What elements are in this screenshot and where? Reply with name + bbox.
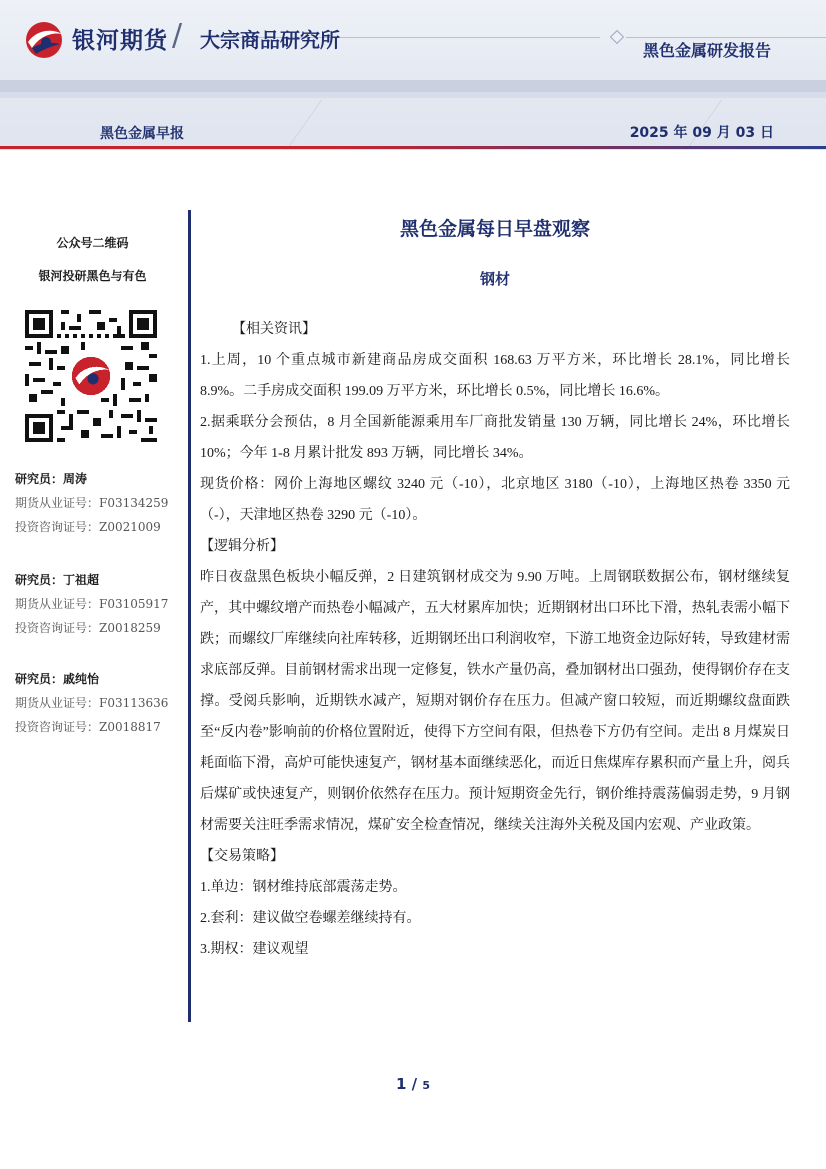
logic-paragraph: 昨日夜盘黑色板块小幅反弹，2 日建筑钢材成交为 9.90 万吨。上周钢联数据公布，钢材继续复产，其中螺纹增产而热卷小幅减产，五大材累库加快；近期钢材出口环比下滑，热轧表需小幅下跌；而螺纹厂库继续向社库转移，近期钢坯出口利润收窄，下游工地资金边际好转，导致建材需求底部反弹。目前钢材需求出现一定修复，铁水产量仍高，叠加钢材出口强劲，使得钢价存在支撑。受阅兵影响，近期铁水减产，短期对钢价存在压力。但减产窗口较短，而近期螺纹盘面跌至“反内卷”影响前的价格位置附近，使得下方空间有限，但热卷下方仍有空间。走出 8 月煤炭日耗面临下滑，高炉可能快速复产，钢材基本面继续恶化，而近日焦煤库存累积而产量上升，阅兵后煤矿或快速复产，则钢价依然存在压力。预计短期资金先行，钢价维持震荡偏弱走势，9 月钢材需要关注旺季需求情况，煤矿安全检查情况，继续关注海外关税及国内宏观、产业政策。: [200, 570, 790, 833]
report-title: 黑色金属每日早盘观察: [399, 218, 590, 240]
researcher-block: [15, 670, 168, 742]
report-date: 2025 年 09 月 03 日: [629, 125, 774, 141]
header-band: [0, 80, 826, 92]
researcher-block: [15, 571, 168, 643]
strategy-item: 1.单边：钢材维持底部震荡走势。: [200, 880, 407, 895]
diamond-ornament: [610, 30, 624, 44]
institute-name: 大宗商品研究所: [200, 28, 340, 52]
brand-separator: /: [172, 18, 183, 53]
section-title: 钢材: [479, 270, 510, 288]
logic-heading: 【逻辑分析】: [200, 539, 284, 554]
report-body: [200, 314, 790, 965]
researcher-name: 研究员：戚纯怡: [15, 672, 100, 686]
header-decoration: [279, 100, 441, 150]
brand-name: 银河期货: [72, 28, 168, 54]
total-pages: 5: [422, 1079, 431, 1092]
header-band-light: [0, 92, 826, 98]
qr-title: 公众号二维码: [56, 236, 129, 250]
futures-cert-number: 期货从业证号：F03105917: [15, 597, 169, 611]
news-item: 2.据乘联分会预估，8 月全国新能源乘用车厂商批发销量 130 万辆，同比增长 24%，环比增长 10%；今年 1-8 月累计批发 893 万辆，同比增长 34%。: [200, 415, 790, 461]
invest-cert-number: 投资咨询证号：Z0018259: [15, 621, 161, 635]
spot-price-paragraph: 现货价格：网价上海地区螺纹 3240 元（-10），北京地区 3180（-10），上海地区热卷 3350 元（-），天津地区热卷 3290 元（-10）。: [200, 477, 790, 523]
researcher-name: 研究员：丁祖超: [15, 573, 100, 587]
page-separator: /: [406, 1075, 423, 1093]
qr-subtitle: 银河投研黑色与有色: [38, 269, 147, 283]
sidebar-divider: [188, 210, 191, 1022]
strategy-heading: 【交易策略】: [200, 849, 284, 864]
qr-code-image: [25, 310, 157, 442]
researcher-name: 研究员：周涛: [15, 472, 88, 486]
page-number: [0, 1075, 826, 1093]
header-accent-line: [0, 146, 826, 149]
futures-cert-number: 期货从业证号：F03134259: [15, 496, 169, 510]
report-header: [0, 0, 826, 150]
researcher-block: [15, 470, 168, 542]
report-type: 黑色金属研发报告: [642, 41, 771, 60]
current-page: 1: [395, 1075, 407, 1093]
futures-cert-number: 期货从业证号：F03113636: [15, 696, 169, 710]
invest-cert-number: 投资咨询证号：Z0021009: [15, 520, 161, 534]
report-subtitle: 黑色金属早报: [100, 126, 184, 142]
galaxy-futures-logo: [22, 20, 66, 60]
strategy-item: 2.套利：建议做空卷螺差继续持有。: [200, 911, 421, 926]
strategy-item: 3.期权：建议观望: [200, 942, 309, 957]
news-heading: 【相关资讯】: [232, 322, 316, 337]
invest-cert-number: 投资咨询证号：Z0018817: [15, 720, 161, 734]
news-item: 1.上周，10 个重点城市新建商品房成交面积 168.63 万平方米，环比增长 28.1%，同比增长 8.9%。二手房成交面积 199.09 万平方米，环比增长 0.5%，同比增长 16.6%。: [200, 353, 790, 399]
